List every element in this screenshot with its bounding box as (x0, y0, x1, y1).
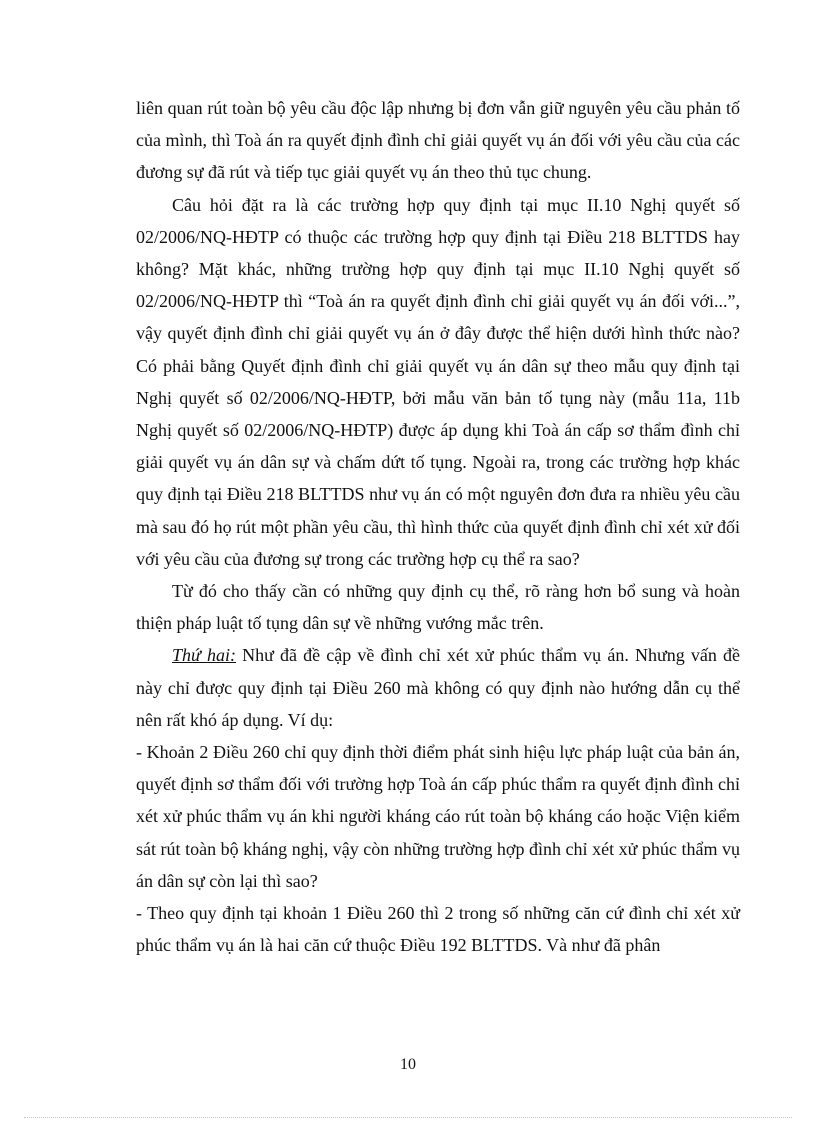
paragraph-5-text: - Khoản 2 Điều 260 chỉ quy định thời điểm phát sinh hiệu lực pháp luật của bản án, quyết định sơ thẩm đối với trường hợp Toà án cấp phúc thẩm ra quyết định đình chỉ xét xử phúc thẩm vụ án khi người kháng cáo rút toàn bộ kháng cáo hoặc Viện kiểm sát rút toàn bộ kháng nghị, vậy còn những trường hợp đình chỉ xét xử phúc thẩm vụ án dân sự còn lại thì sao? (136, 742, 740, 891)
paragraph-2 (136, 189, 740, 575)
paragraph-6-text: - Theo quy định tại khoản 1 Điều 260 thì 2 trong số những căn cứ đình chỉ xét xử phúc thẩm vụ án là hai căn cứ thuộc Điều 192 BLTTDS. Và như đã phân (136, 903, 740, 956)
paragraph-6 (136, 897, 740, 961)
page-bottom-divider (24, 1117, 792, 1118)
paragraph-1-text: liên quan rút toàn bộ yêu cầu độc lập nhưng bị đơn vẫn giữ nguyên yêu cầu phản tố của mình, thì Toà án ra quyết định đình chỉ giải quyết vụ án đối với yêu cầu của các đương sự đã rút và tiếp tục giải quyết vụ án theo thủ tục chung. (136, 98, 740, 183)
paragraph-4-text: Như đã đề cập về đình chỉ xét xử phúc thẩm vụ án. Nhưng vấn đề này chỉ được quy định tại Điều 260 mà không có quy định nào hướng dẫn cụ thể nên rất khó áp dụng. Ví dụ: (136, 645, 740, 730)
paragraph-2-text: Câu hỏi đặt ra là các trường hợp quy định tại mục II.10 Nghị quyết số 02/2006/NQ-HĐTP có thuộc các trường hợp quy định tại Điều 218 BLTTDS hay không? Mặt khác, những trường hợp quy định tại mục II.10 Nghị quyết số 02/2006/NQ-HĐTP thì “Toà án ra quyết định đình chỉ giải quyết vụ án đối với...”, vậy quyết định đình chỉ giải quyết vụ án ở đây được thể hiện dưới hình thức nào? Có phải bằng Quyết định đình chỉ giải quyết vụ án dân sự theo mẫu quy định tại Nghị quyết số 02/2006/NQ-HĐTP, bởi mẫu văn bản tố tụng này (mẫu 11a, 11b Nghị quyết số 02/2006/NQ-HĐTP) được áp dụng khi Toà án cấp sơ thẩm đình chỉ giải quyết vụ án dân sự và chấm dứt tố tụng. Ngoài ra, trong các trường hợp khác quy định tại Điều 218 BLTTDS như vụ án có một nguyên đơn đưa ra nhiều yêu cầu mà sau đó họ rút một phần yêu cầu, thì hình thức của quyết định đình chỉ xét xử đối với yêu cầu của đương sự trong các trường hợp cụ thể ra sao? (136, 194, 740, 569)
paragraph-1 (136, 92, 740, 189)
paragraph-4 (136, 639, 740, 736)
page-number: 10 (400, 1056, 416, 1073)
page-body (136, 92, 740, 961)
paragraph-3-text: Từ đó cho thấy cần có những quy định cụ thể, rõ ràng hơn bổ sung và hoàn thiện pháp luật tố tụng dân sự về những vướng mắc trên. (136, 581, 740, 634)
paragraph-5 (136, 736, 740, 897)
paragraph-3 (136, 575, 740, 639)
paragraph-4-lead: Thứ hai: (172, 645, 236, 666)
